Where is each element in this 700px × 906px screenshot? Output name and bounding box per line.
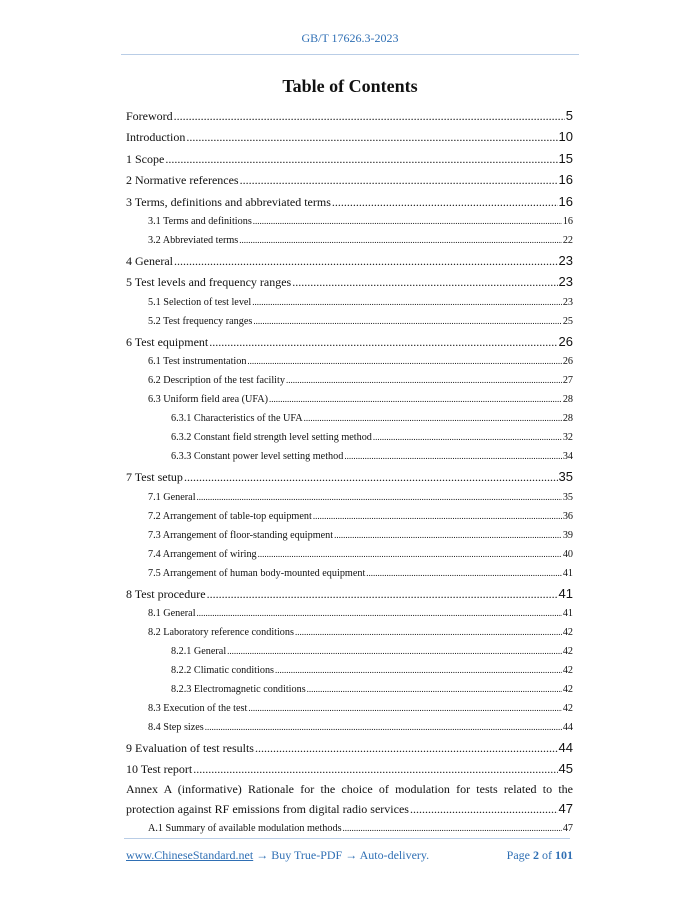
toc-leader-dots (252, 293, 562, 312)
arrow-icon: → (345, 848, 358, 862)
page-title: Table of Contents (282, 76, 418, 96)
toc-leader-dots (197, 604, 562, 623)
toc-leader-dots (205, 718, 562, 737)
toc-page-number: 5 (565, 108, 573, 123)
toc-entry-label: 8.3 Execution of the test (148, 702, 248, 714)
toc-leader-dots (184, 467, 558, 488)
toc-leader-dots (313, 507, 562, 526)
toc-leader-dots (332, 192, 558, 213)
toc-page-number: 23 (562, 296, 573, 308)
toc-entry[interactable] (126, 545, 573, 564)
toc-leader-dots (174, 106, 565, 127)
toc-entry-label: 8 Test procedure (126, 586, 206, 601)
toc-entry[interactable] (126, 169, 573, 190)
toc-entry[interactable] (126, 758, 573, 779)
toc-page-number: 47 (562, 822, 573, 834)
table-of-contents (126, 105, 573, 838)
toc-entry-label: Introduction (126, 130, 186, 145)
toc-page-number: 42 (562, 702, 573, 714)
toc-entry[interactable] (126, 488, 573, 507)
toc-page-number: 42 (562, 664, 573, 676)
toc-entry[interactable] (126, 718, 573, 737)
toc-leader-dots (227, 642, 562, 661)
toc-entry[interactable] (126, 623, 573, 642)
toc-leader-dots (165, 149, 557, 170)
toc-entry[interactable] (126, 371, 573, 390)
toc-entry[interactable] (126, 661, 573, 680)
toc-leader-dots (343, 819, 562, 838)
toc-entry[interactable] (126, 699, 573, 718)
toc-entry[interactable] (126, 526, 573, 545)
toc-entry-label: 10 Test report (126, 762, 193, 777)
toc-entry-label: 7.5 Arrangement of human body-mounted equipment (148, 567, 366, 579)
toc-entry[interactable] (126, 447, 573, 466)
toc-entry-label: 7.3 Arrangement of floor-standing equipment (148, 529, 334, 541)
toc-page-number: 16 (562, 215, 573, 227)
toc-leader-dots (240, 170, 558, 191)
toc-page-number: 40 (562, 548, 573, 560)
toc-entry[interactable] (126, 148, 573, 169)
auto-delivery-text: Auto-delivery. (359, 848, 430, 862)
toc-leader-dots (292, 272, 557, 293)
toc-entry[interactable] (126, 105, 573, 126)
toc-leader-dots (209, 332, 557, 353)
toc-entry-a1[interactable] (126, 819, 573, 838)
toc-page-number: 27 (562, 375, 573, 387)
total-page-count: 101 (555, 848, 573, 862)
page-word: Page (506, 848, 530, 862)
toc-entry[interactable] (126, 331, 573, 352)
toc-page-number: 41 (558, 585, 573, 601)
toc-leader-dots (239, 231, 562, 250)
toc-entry[interactable] (126, 642, 573, 661)
toc-entry-label: 3.2 Abbreviated terms (148, 234, 239, 246)
toc-page-number: 42 (562, 645, 573, 657)
toc-entry-label: 3 Terms, definitions and abbreviated terms (126, 194, 331, 209)
toc-leader-dots (286, 371, 562, 390)
toc-entry[interactable] (126, 507, 573, 526)
toc-entries (126, 105, 573, 780)
toc-entry-label: 7 Test setup (126, 470, 183, 485)
toc-entry[interactable] (126, 583, 573, 604)
header-divider (121, 54, 579, 55)
toc-entry[interactable] (126, 564, 573, 583)
toc-page-number: 25 (562, 315, 573, 327)
toc-leader-dots (307, 680, 562, 699)
toc-page-number: 44 (562, 721, 573, 733)
toc-entry-annex-a[interactable] (126, 780, 573, 819)
toc-page-number: 16 (558, 193, 573, 209)
toc-page-number: 32 (562, 432, 573, 444)
toc-entry-label: 8.2.2 Climatic conditions (171, 664, 274, 676)
toc-page-number: 15 (558, 150, 573, 166)
toc-entry[interactable] (126, 466, 573, 487)
arrow-icon: → (256, 848, 269, 862)
current-page-number: 2 (533, 848, 539, 862)
toc-page-number: 47 (558, 801, 573, 817)
toc-page-number: 10 (558, 129, 573, 145)
toc-leader-dots (253, 212, 562, 231)
toc-entry[interactable] (126, 293, 573, 312)
toc-page-number: 28 (562, 413, 573, 425)
toc-entry[interactable] (126, 680, 573, 699)
toc-leader-dots (258, 545, 562, 564)
toc-leader-dots (247, 352, 561, 371)
toc-entry-label: protection against RF emissions from digital radio services (126, 802, 409, 817)
toc-leader-dots (373, 428, 562, 447)
toc-entry-label: 8.2.3 Electromagnetic conditions (171, 683, 306, 695)
toc-leader-dots (344, 447, 562, 466)
toc-leader-dots (295, 623, 562, 642)
document-header: GB/T 17626.3-2023 (301, 31, 399, 45)
toc-entry[interactable] (126, 191, 573, 212)
toc-page-number: 16 (558, 172, 573, 188)
toc-entry[interactable] (126, 352, 573, 371)
toc-page-number: 42 (562, 626, 573, 638)
toc-entry[interactable] (126, 409, 573, 428)
toc-leader-dots (174, 251, 558, 272)
toc-entry[interactable] (126, 604, 573, 623)
toc-entry[interactable] (126, 126, 573, 147)
toc-page-number: 26 (558, 333, 573, 349)
toc-leader-dots (248, 699, 562, 718)
toc-page-number: 41 (562, 567, 573, 579)
toc-entry[interactable] (126, 231, 573, 250)
toc-entry-label: A.1 Summary of available modulation methods (148, 822, 342, 834)
website-link[interactable]: www.ChineseStandard.net (126, 848, 254, 862)
toc-leader-dots (193, 759, 557, 780)
toc-entry-label: 6.1 Test instrumentation (148, 356, 247, 368)
toc-page-number: 23 (558, 252, 573, 268)
toc-entry-label: 8.2 Laboratory reference conditions (148, 626, 294, 638)
toc-entry-label: 7.1 General (148, 491, 196, 503)
toc-entry-label: 6 Test equipment (126, 334, 209, 349)
toc-leader-dots (275, 661, 562, 680)
toc-entry-label: 6.3.2 Constant field strength level setting method (171, 432, 372, 444)
toc-entry-label: 7.2 Arrangement of table-top equipment (148, 510, 312, 522)
toc-entry[interactable] (126, 250, 573, 271)
toc-entry-label: 6.2 Description of the test facility (148, 375, 285, 387)
toc-entry-label: 4 General (126, 253, 173, 268)
toc-page-number: 42 (562, 683, 573, 695)
toc-entry[interactable] (126, 312, 573, 331)
toc-entry-label: 7.4 Arrangement of wiring (148, 548, 257, 560)
toc-entry-label: Annex A (informative) Rationale for the choice of modulation for tests related to the (126, 781, 573, 796)
toc-page-number: 34 (562, 451, 573, 463)
of-word: of (542, 848, 552, 862)
toc-entry[interactable] (126, 428, 573, 447)
toc-leader-dots (186, 127, 557, 148)
toc-page-number: 23 (558, 274, 573, 290)
toc-leader-dots (366, 564, 562, 583)
toc-entry-label: 6.3 Uniform field area (UFA) (148, 394, 269, 406)
toc-leader-dots (207, 584, 558, 605)
toc-entry-label: 6.3.1 Characteristics of the UFA (171, 413, 303, 425)
toc-entry-label: 5.1 Selection of test level (148, 296, 252, 308)
toc-entry-label: 3.1 Terms and definitions (148, 215, 252, 227)
toc-entry[interactable] (126, 390, 573, 409)
toc-page-number: 26 (562, 356, 573, 368)
toc-leader-dots (304, 409, 562, 428)
toc-leader-dots (255, 738, 558, 759)
toc-page-number: 44 (558, 739, 573, 755)
buy-true-pdf-link[interactable]: Buy True-PDF (271, 848, 343, 862)
toc-page-number: 28 (562, 394, 573, 406)
toc-page-number: 41 (562, 607, 573, 619)
toc-entry-label: 9 Evaluation of test results (126, 740, 254, 755)
toc-entry-label: 8.2.1 General (171, 645, 227, 657)
toc-entry-label: 6.3.3 Constant power level setting method (171, 451, 344, 463)
toc-entry-label: 8.1 General (148, 607, 196, 619)
toc-leader-dots (197, 488, 562, 507)
toc-page-number: 35 (562, 491, 573, 503)
toc-entry-label: 5 Test levels and frequency ranges (126, 275, 292, 290)
toc-entry[interactable] (126, 737, 573, 758)
toc-leader-dots (410, 800, 558, 820)
page-footer (126, 848, 573, 863)
toc-entry-label: Foreword (126, 109, 173, 123)
toc-leader-dots (334, 526, 562, 545)
toc-entry[interactable] (126, 271, 573, 292)
toc-leader-dots (253, 312, 561, 331)
toc-page-number: 39 (562, 529, 573, 541)
toc-page-number: 36 (562, 510, 573, 522)
page-counter (507, 848, 573, 863)
toc-entry[interactable] (126, 212, 573, 231)
toc-page-number: 22 (562, 234, 573, 246)
toc-page-number: 35 (558, 469, 573, 485)
toc-entry-label: 5.2 Test frequency ranges (148, 315, 253, 327)
toc-page-number: 45 (558, 761, 573, 777)
footer-divider (124, 838, 570, 839)
toc-entry-label: 2 Normative references (126, 173, 239, 188)
toc-entry-label: 8.4 Step sizes (148, 721, 204, 733)
toc-leader-dots (269, 390, 562, 409)
toc-entry-label: 1 Scope (126, 151, 165, 166)
